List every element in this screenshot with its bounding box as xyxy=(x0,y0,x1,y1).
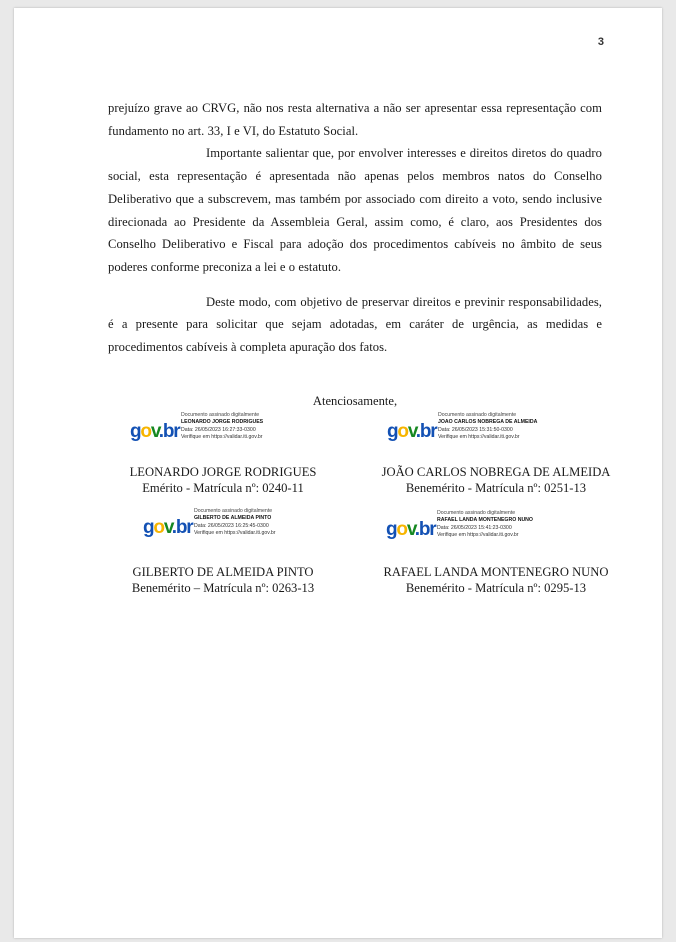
stamp-header: Documento assinado digitalmente xyxy=(437,510,516,516)
paragraph-3: Deste modo, com objetivo de preservar direitos e previnir responsabilidades, é a presente para solicitar que sejam adotadas, em caráter de urgência, as medidas e procedimentos cabíveis à completa apuração dos fatos. xyxy=(108,294,602,355)
digital-signature-stamp xyxy=(143,508,343,552)
closing-salutation: Atenciosamente, xyxy=(312,394,398,408)
signer-name: GILBERTO DE ALMEIDA PINTO xyxy=(132,565,314,579)
govbr-logo: gov.br xyxy=(130,421,180,442)
digital-signature-stamp xyxy=(130,412,330,456)
govbr-logo: gov.br xyxy=(387,421,437,442)
digital-signature-stamp xyxy=(387,412,587,456)
govbr-logo: gov.br xyxy=(143,517,193,538)
signer-block xyxy=(366,564,626,596)
stamp-signer-name: JOAO CARLOS NOBREGA DE ALMEIDA xyxy=(438,419,538,426)
signer-block xyxy=(93,564,353,596)
signature-stamp-info xyxy=(438,412,537,442)
page-number: 3 xyxy=(597,36,604,48)
stamp-signer-name: RAFAEL LANDA MONTENEGRO NUNO xyxy=(437,517,533,524)
stamp-date: Data: 26/05/2023 16:27:33-0300 xyxy=(181,426,256,433)
stamp-header: Documento assinado digitalmente xyxy=(194,508,273,514)
signer-name: LEONARDO JORGE RODRIGUES xyxy=(129,465,317,479)
stamp-header: Documento assinado digitalmente xyxy=(181,412,260,418)
paragraph-1: prejuízo grave ao CRVG, não nos resta alternativa a não ser apresentar essa representação com fundamento no art. 33, I e VI, do Estatuto Social. xyxy=(108,101,602,138)
stamp-verify-link[interactable]: Verifique em https://validar.iti.gov.br xyxy=(438,434,520,441)
document-page xyxy=(14,8,662,938)
stamp-signer-name: GILBERTO DE ALMEIDA PINTO xyxy=(194,515,272,522)
document-body xyxy=(108,97,602,359)
signer-block xyxy=(93,464,353,496)
signer-name: JOÃO CARLOS NOBREGA DE ALMEIDA xyxy=(381,465,611,479)
signer-name: RAFAEL LANDA MONTENEGRO NUNO xyxy=(383,565,609,579)
govbr-logo: gov.br xyxy=(386,519,436,540)
signer-role: Benemérito - Matrícula nº: 0251-13 xyxy=(405,481,587,495)
signature-stamp-info xyxy=(437,510,533,540)
signer-role: Benemérito - Matrícula nº: 0295-13 xyxy=(405,581,587,595)
signature-stamp-info xyxy=(194,508,276,538)
stamp-verify-link[interactable]: Verifique em https://validar.iti.gov.br xyxy=(181,434,263,441)
signer-block xyxy=(366,464,626,496)
stamp-date: Data: 26/05/2023 15:31:50-0300 xyxy=(438,426,513,433)
stamp-signer-name: LEONARDO JORGE RODRIGUES xyxy=(181,419,264,426)
stamp-verify-link[interactable]: Verifique em https://validar.iti.gov.br xyxy=(194,530,276,537)
signer-role: Emérito - Matrícula nº: 0240-11 xyxy=(142,481,304,495)
paragraph-2: Importante salientar que, por envolver interesses e direitos diretos do quadro social, esta representação é apresentada não apenas pelos membros natos do Conselho Deliberativo que a subscrevem, mas também por associado com direito a voto, sendo inclusive direcionada ao Presidente da Assembleia Geral, assim como, é claro, aos Presidentes dos Conselho Deliberativo e Fiscal para adoção dos procedimentos cabíveis no âmbito de seus poderes conforme preconiza a lei e o estatuto. xyxy=(108,146,602,274)
signer-role: Benemérito – Matrícula nº: 0263-13 xyxy=(131,581,315,595)
stamp-date: Data: 26/05/2023 15:41:23-0300 xyxy=(437,524,512,531)
digital-signature-stamp xyxy=(386,510,586,554)
stamp-date: Data: 26/05/2023 16:25:45-0300 xyxy=(194,522,269,529)
signature-stamp-info xyxy=(181,412,263,442)
stamp-verify-link[interactable]: Verifique em https://validar.iti.gov.br xyxy=(437,532,519,539)
stamp-header: Documento assinado digitalmente xyxy=(438,412,517,418)
